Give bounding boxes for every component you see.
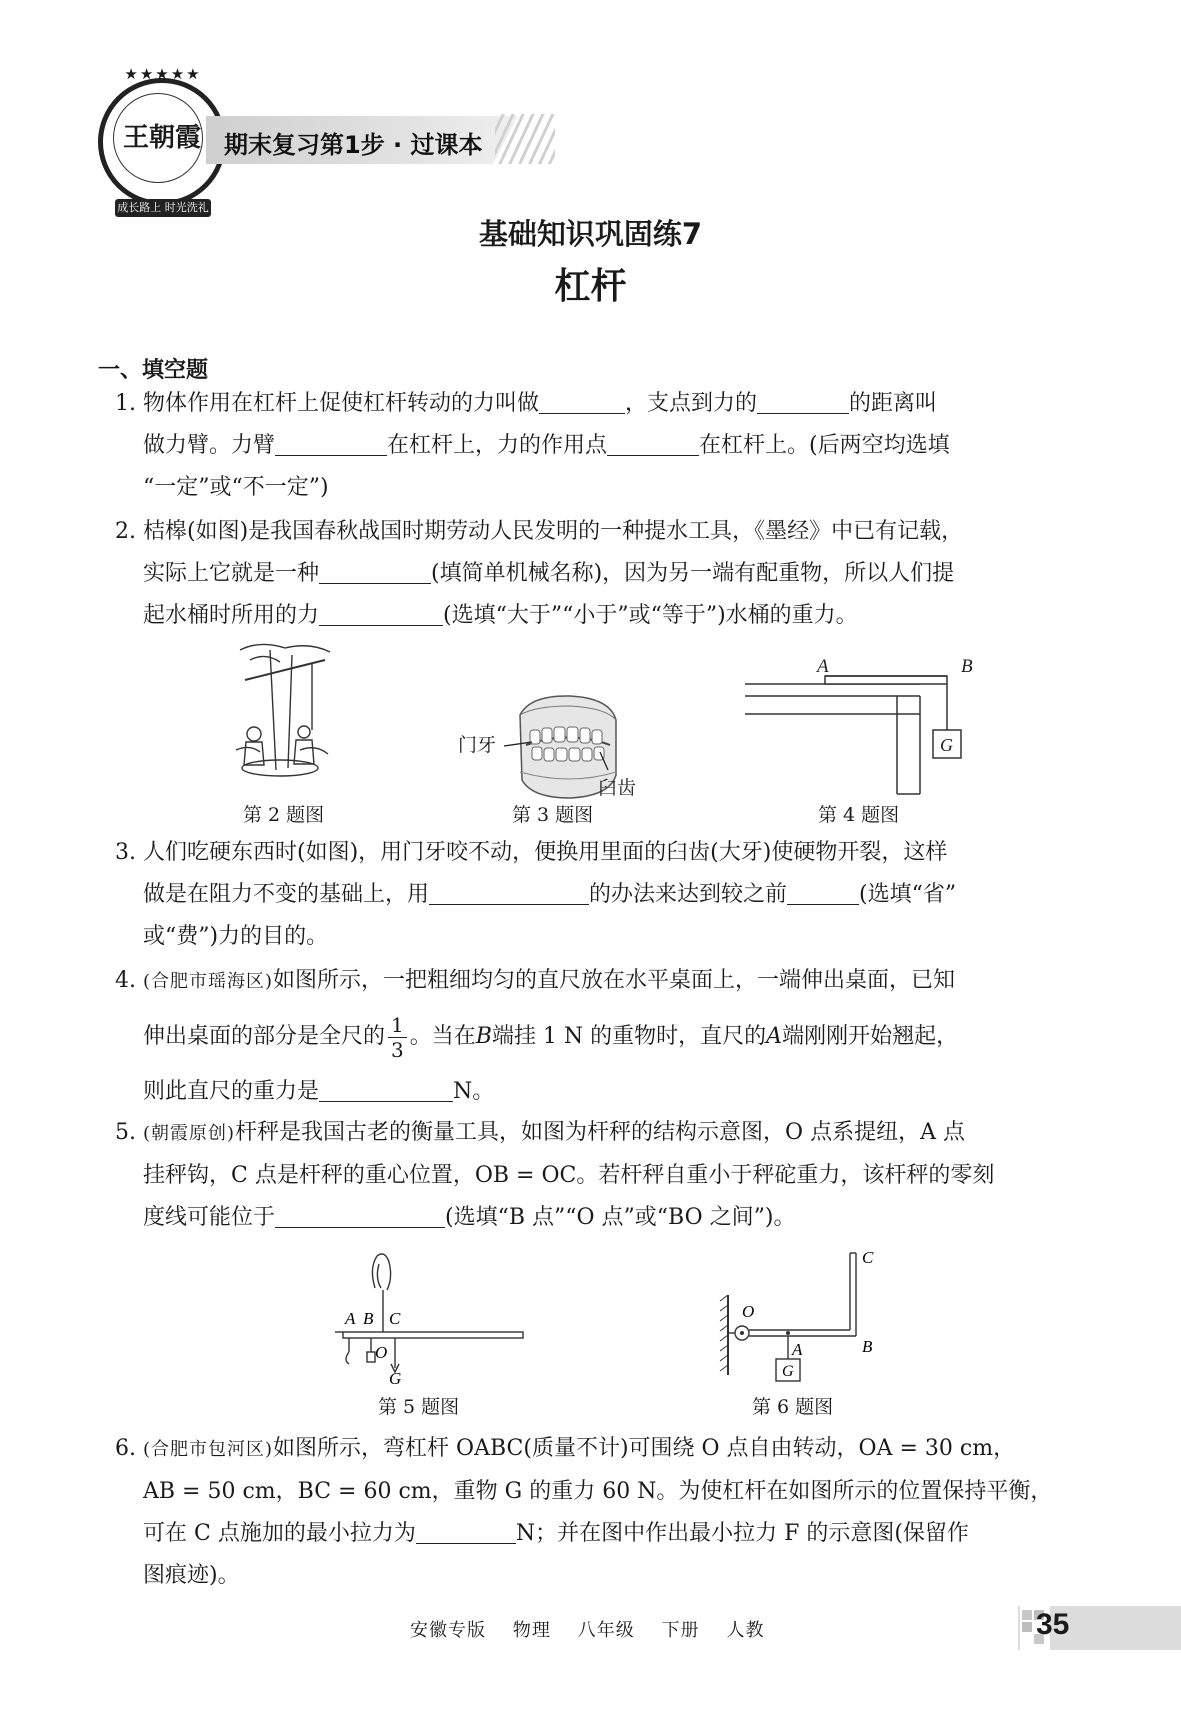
question-6: [115, 1428, 1075, 1597]
q6-source: (合肥市包河区): [143, 1439, 274, 1460]
q1-blank-1[interactable]: [539, 387, 625, 414]
q3-text-b: 做是在阻力不变的基础上，用: [143, 882, 430, 907]
banner-title: 期末复习第1步 · 过课本: [224, 131, 483, 159]
q2-text-a: 2. 桔槔(如图)是我国春秋战国时期劳动人民发明的一种提水工具，《墨经》中已有记载，: [115, 519, 964, 544]
q4-text-c: 。当在: [409, 1024, 476, 1049]
banner-stripes: [495, 114, 555, 164]
q2-blank-1[interactable]: [319, 557, 431, 584]
q4-number: 4.: [115, 968, 136, 993]
fig6-label-c: C: [862, 1248, 874, 1267]
q1-text-b: ，支点到力的: [625, 391, 758, 416]
q6-text-e: 图痕迹)。: [143, 1563, 240, 1588]
page-number: 35: [1036, 1608, 1070, 1641]
q4-text-b: 伸出桌面的部分是全尺的: [143, 1024, 386, 1049]
q1-blank-2[interactable]: [757, 387, 849, 414]
question-1: [115, 383, 1075, 509]
q5-number: 5.: [115, 1120, 136, 1145]
fig5-label-g: G: [389, 1369, 402, 1388]
q5-source: (朝霞原创): [143, 1123, 236, 1144]
figure-4-ruler-table: [745, 656, 985, 794]
question-2: [115, 511, 1075, 637]
logo-name: 王朝霞: [122, 123, 201, 153]
section-heading: 一、填空题: [98, 358, 209, 383]
q4-text-a: 如图所示，一把粗细均匀的直尺放在水平桌面上，一端伸出桌面，已知: [273, 968, 956, 993]
q1-text-d: 做力臂。力臂: [143, 433, 276, 458]
q6-text-c: 可在 C 点施加的最小拉力为: [143, 1521, 416, 1546]
q4-text-g: 端刚刚开始翘起，: [782, 1024, 959, 1049]
q5-text-b: 挂秤钩，C 点是杆秤的重心位置，OB = OC。若杆秤自重小于秤砣重力，该杆秤的零刻: [143, 1163, 995, 1188]
fig6-label-g: G: [782, 1363, 794, 1380]
fig5-label-o: O: [375, 1343, 388, 1362]
q4-text-h: 则此直尺的重力是: [143, 1079, 320, 1104]
fig6-label-o: O: [742, 1302, 755, 1321]
q5-text-c: 度线可能位于: [143, 1205, 276, 1230]
topic-title: 杠杆: [554, 266, 627, 307]
q3-text-a: 3. 人们吃硬东西时(如图)，用门牙咬不动，便换用里面的臼齿(大牙)使硬物开裂，这样: [115, 840, 948, 865]
fig5-label-b: B: [363, 1309, 374, 1328]
fig4-label-b: B: [961, 656, 973, 677]
q4-fraction: [388, 1013, 407, 1062]
q1-text-a: 1. 物体作用在杠杆上促使杠杆转动的力叫做: [115, 391, 539, 416]
q1-text-f: 在杠杆上。(后两空均选填: [699, 433, 950, 458]
q2-text-b: 实际上它就是一种: [143, 561, 320, 586]
fig6-label-b: B: [862, 1337, 873, 1356]
fig4-label-g: G: [940, 735, 953, 755]
fig5-label-c: C: [389, 1309, 401, 1328]
q1-blank-4[interactable]: [607, 429, 699, 456]
q2-text-c: (填简单机械名称)，因为另一端有配重物，所以人们提: [431, 561, 955, 586]
q1-text-c: 的距离叫: [849, 391, 938, 416]
q2-blank-2[interactable]: [319, 599, 443, 626]
fig3-caption: 第 3 题图: [512, 804, 594, 826]
figure-5-steelyard: [335, 1248, 535, 1386]
fig3-label-molars: 臼齿: [598, 777, 637, 799]
q3-text-c: 的办法来达到较之前: [589, 882, 788, 907]
q4-source: (合肥市瑶海区): [143, 971, 274, 992]
q1-text-e: 在杠杆上，力的作用点: [387, 433, 608, 458]
q5-blank-1[interactable]: [275, 1201, 445, 1228]
q4-text-i: N。: [453, 1079, 495, 1104]
question-4: [115, 960, 1075, 1113]
q5-text-a: 杆秤是我国古老的衡量工具，如图为杆秤的结构示意图，O 点系提纽，A 点: [235, 1120, 965, 1145]
logo-slogan: 成长路上 时光洗礼: [115, 199, 211, 217]
q6-text-a: 如图所示，弯杠杆 OABC(质量不计)可围绕 O 点自由转动，OA = 30 cm，: [273, 1436, 1016, 1461]
q6-text-b: AB = 50 cm，BC = 60 cm，重物 G 的重力 60 N。为使杠杆在如图所示的位置保持平衡，: [143, 1479, 1053, 1504]
q3-text-e: 或“费”)力的目的。: [143, 924, 329, 949]
fraction-numerator: 1: [388, 1013, 407, 1038]
exercise-title: 基础知识巩固练7: [478, 217, 703, 251]
q4-blank-1[interactable]: [319, 1075, 453, 1102]
fig6-caption: 第 6 题图: [752, 1396, 834, 1418]
fig6-label-a: A: [792, 1340, 803, 1359]
figure-2-shadoof: [230, 640, 334, 780]
q6-blank-1[interactable]: [416, 1517, 516, 1544]
fig4-label-a: A: [817, 656, 829, 677]
fig5-caption: 第 5 题图: [378, 1396, 460, 1418]
q3-text-d: (选填“省”: [859, 882, 957, 907]
fig4-caption: 第 4 题图: [818, 804, 900, 826]
q6-text-d: N；并在图中作出最小拉力 F 的示意图(保留作: [515, 1521, 969, 1546]
q3-blank-2[interactable]: [787, 878, 859, 905]
q5-text-d: (选填“B 点”“O 点”或“BO 之间”)。: [445, 1205, 796, 1230]
q4-text-e: 端挂 1 N 的重物时，直尺的: [491, 1024, 767, 1049]
fig5-label-a: A: [345, 1309, 356, 1328]
q1-text-g: “一定”或“不一定”): [143, 475, 329, 500]
q3-blank-1[interactable]: [429, 878, 589, 905]
question-3: [115, 832, 1075, 958]
fig2-caption: 第 2 题图: [243, 804, 325, 826]
fig3-label-front-teeth: 门牙: [458, 734, 497, 756]
figure-6-bent-lever: [720, 1245, 880, 1387]
q4-var-a: A: [766, 1024, 783, 1049]
q4-var-b: B: [475, 1024, 492, 1049]
q2-text-d: 起水桶时所用的力: [143, 603, 320, 628]
logo-stars: ★★★★★: [124, 65, 202, 83]
question-5: [115, 1112, 1075, 1239]
q6-number: 6.: [115, 1436, 136, 1461]
q1-blank-3[interactable]: [275, 429, 387, 456]
fraction-denominator: 3: [391, 1037, 404, 1062]
q2-text-e: (选填“大于”“小于”或“等于”)水桶的重力。: [443, 603, 858, 628]
footer-edition: 安徽专版 物理 八年级 下册 人教: [410, 1620, 765, 1641]
